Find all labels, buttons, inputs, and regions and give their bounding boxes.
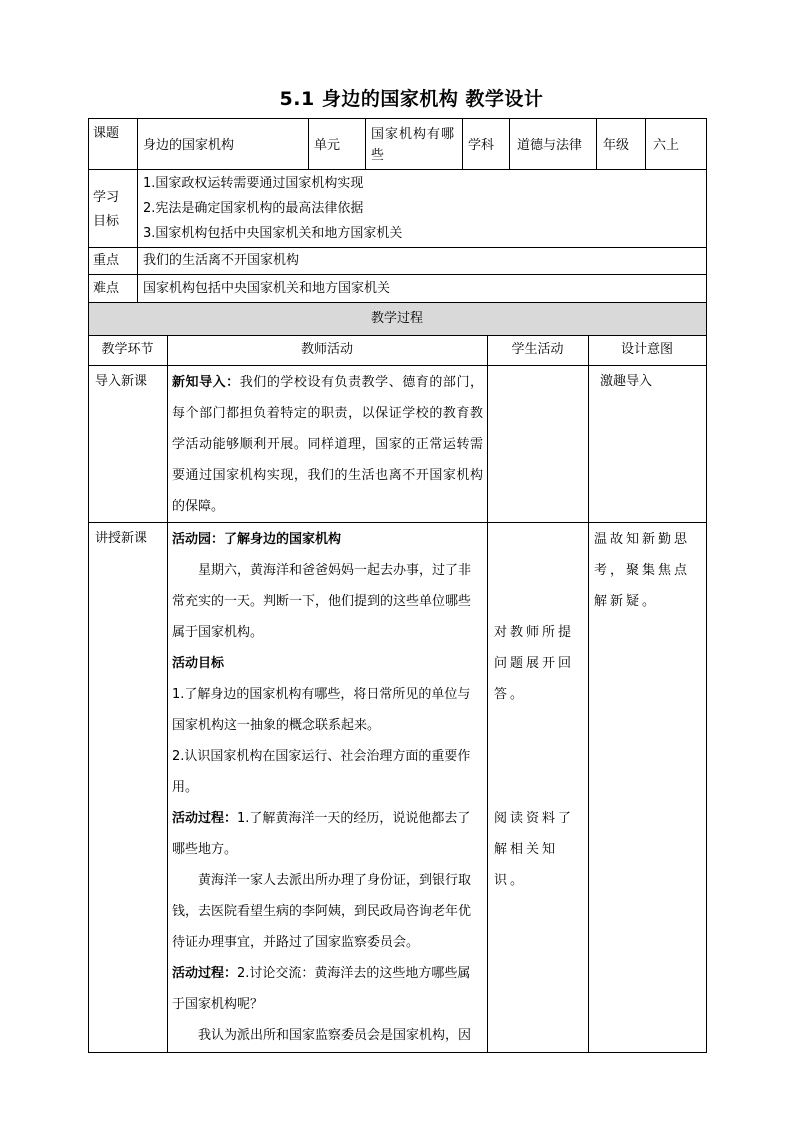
intro-text: 我们的学校设有负责教学、德育的部门，每个部门都担负着特定的职责，以保证学校的教育教学活动能够顺利开展。同样道理，国家的正常运转需要通过国家机构实现，我们的生活也离不开国家机构的保障。 bbox=[172, 375, 483, 514]
teacher-lecture bbox=[172, 524, 483, 1051]
activity-title: 活动园：了解身边的国家机构 bbox=[172, 532, 342, 547]
unit-value: 国家机构有哪些 bbox=[371, 127, 456, 163]
process2-text: 2.讨论交流：黄海洋去的这些地方哪些属于国家机构呢？ bbox=[172, 966, 471, 1012]
col-header-intent: 设计意图 bbox=[620, 342, 673, 357]
unit-label: 单元 bbox=[314, 138, 341, 153]
goals-label-line1: 学习 bbox=[93, 190, 120, 205]
col-header-teacher: 教师活动 bbox=[300, 342, 353, 357]
answer: 我认为派出所和国家监察委员会是国家机构，因 bbox=[198, 1028, 472, 1043]
intent-intro: 激趣导入 bbox=[600, 374, 653, 389]
stage-lecture: 讲授新课 bbox=[95, 531, 148, 546]
intro-lead: 新知导入： bbox=[172, 375, 240, 390]
grade-label: 年级 bbox=[603, 138, 630, 153]
story: 黄海洋一家人去派出所办理了身份证，到银行取钱，去医院看望生病的李阿姨，到民政局咨询老年优待证办理事宜，并路过了国家监察委员会。 bbox=[172, 873, 472, 950]
key-point-label: 重点 bbox=[93, 253, 120, 268]
goal-item: 3.国家机构包括中央国家机关和地方国家机关 bbox=[143, 226, 403, 241]
goal-title: 活动目标 bbox=[172, 656, 225, 671]
student-lecture-2: 阅读资料了解相关知识。 bbox=[494, 811, 575, 888]
difficulty-label: 难点 bbox=[93, 281, 120, 296]
subject-value: 道德与法律 bbox=[517, 138, 583, 153]
process1-lead: 活动过程： bbox=[172, 811, 238, 826]
goal-2: 2.认识国家机构在国家运行、社会治理方面的重要作用。 bbox=[172, 749, 471, 795]
process1-text: 1.了解黄海洋一天的经历，说说他都去了哪些地方。 bbox=[172, 811, 471, 857]
col-header-student: 学生活动 bbox=[511, 342, 564, 357]
goal-item: 1.国家政权运转需要通过国家机构实现 bbox=[143, 176, 364, 191]
topic-value: 身边的国家机构 bbox=[143, 138, 235, 153]
page-title: 5.1 身边的国家机构 教学设计 bbox=[279, 88, 544, 110]
intent-lecture: 温故知新勤思考，聚集焦点解新疑。 bbox=[594, 532, 691, 609]
teacher-intro bbox=[172, 367, 483, 522]
student-lecture-1: 对教师所提问题展开回答。 bbox=[494, 625, 575, 702]
col-header-stage: 教学环节 bbox=[101, 342, 154, 357]
stage-intro: 导入新课 bbox=[95, 374, 148, 389]
subject-label: 学科 bbox=[468, 138, 495, 153]
process2-lead: 活动过程： bbox=[172, 966, 238, 981]
goal-item: 2.宪法是确定国家机构的最高法律依据 bbox=[143, 201, 364, 216]
activity-intro: 星期六，黄海洋和爸爸妈妈一起去办事，过了非常充实的一天。判断一下，他们提到的这些单位哪些属于国家机构。 bbox=[172, 563, 472, 640]
goal-1: 1.了解身边的国家机构有哪些，将日常所见的单位与国家机构这一抽象的概念联系起来。 bbox=[172, 687, 471, 733]
difficulty-value: 国家机构包括中央国家机关和地方国家机关 bbox=[143, 281, 391, 296]
grade-value: 六上 bbox=[653, 138, 680, 153]
goals-label-line2: 目标 bbox=[93, 214, 120, 229]
topic-label: 课题 bbox=[93, 126, 120, 141]
key-point-value: 我们的生活离不开国家机构 bbox=[143, 253, 300, 268]
process-header: 教学过程 bbox=[370, 311, 423, 326]
